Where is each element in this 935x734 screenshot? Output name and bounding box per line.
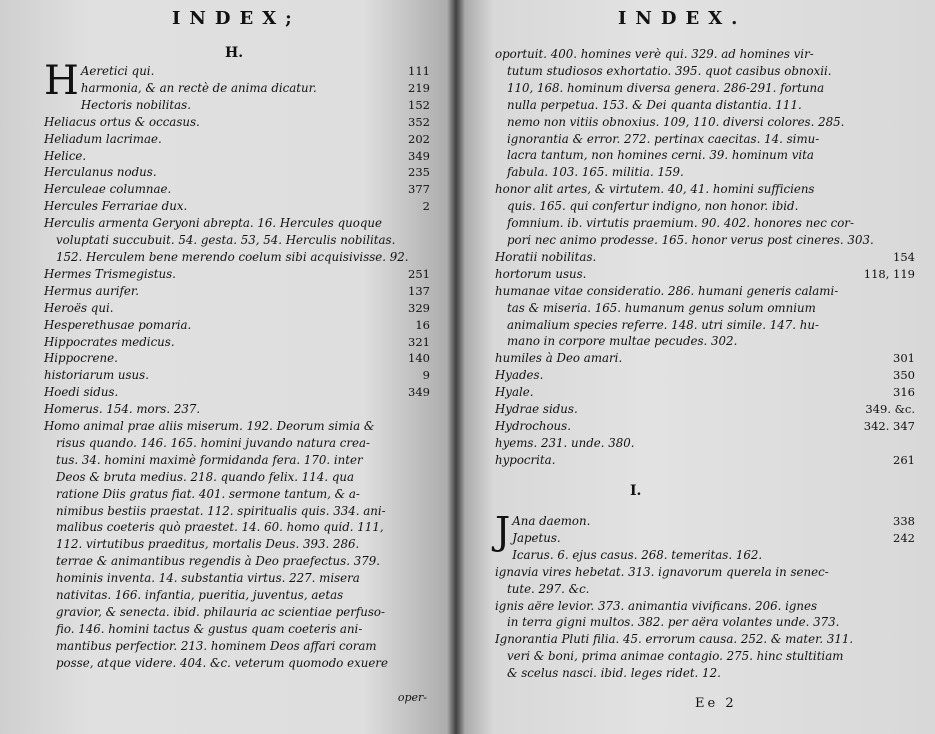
index-entry <box>44 215 430 232</box>
page-reference: 219 <box>408 80 430 95</box>
page-reference: 16 <box>415 317 430 332</box>
entry-text: quis. 165. qui confertur indigno, non honor. ibid. <box>507 199 799 214</box>
entry-text: tus. 34. homini maximè formidanda fera. 170. inter <box>56 452 363 467</box>
page-reference: 329 <box>408 300 430 315</box>
page-reference: 152 <box>408 97 430 112</box>
entry-text: nimibus bestiis praestat. 112. spiritualis quis. 334. ani- <box>56 503 386 518</box>
entry-text: Deos & bruta medius. 218. quando felix. 114. qua <box>56 469 354 484</box>
index-entry <box>495 46 915 63</box>
index-entry <box>44 114 430 131</box>
index-entry <box>495 232 915 249</box>
entry-text: nativitas. 166. infantia, pueritia, juventus, aetas <box>56 588 344 603</box>
index-entry <box>495 598 915 615</box>
entry-text: hypocrita. <box>495 452 556 467</box>
entry-text: Hyale. <box>495 385 534 400</box>
entry-text: tas & miseria. 165. humanum genus solum omnium <box>507 300 816 315</box>
entry-text: Herculanus nodus. <box>44 165 157 180</box>
index-entry <box>44 570 430 587</box>
entry-text: Homerus. 154. mors. 237. <box>44 402 201 417</box>
page-reference: 111 <box>408 64 430 78</box>
entry-text: Hydrochous. <box>495 418 571 433</box>
index-entry <box>495 215 915 232</box>
entry-text: Japetus. <box>512 530 561 545</box>
entry-text: Hectoris nobilitas. <box>80 97 191 112</box>
index-entry <box>495 80 915 97</box>
entry-text: Hippocrene. <box>44 351 118 366</box>
index-entry <box>495 665 915 682</box>
index-entry <box>495 164 915 181</box>
index-entry <box>495 350 915 367</box>
index-entry <box>495 614 915 631</box>
index-entry <box>44 317 430 334</box>
index-entry <box>495 198 915 215</box>
index-entry <box>495 547 915 564</box>
page-reference: 321 <box>408 334 430 349</box>
index-entry <box>495 63 915 80</box>
index-entry <box>495 249 915 266</box>
entry-text: Hermes Trismegistus. <box>44 266 176 281</box>
left-page <box>0 0 455 734</box>
entry-text: mano in corpore multae pecudes. 302. <box>507 334 738 349</box>
entry-text: Hippocrates medicus. <box>44 334 175 349</box>
index-entry <box>44 503 430 520</box>
index-entry <box>44 486 430 503</box>
page-reference: 9 <box>422 368 430 383</box>
index-entries-right-top <box>495 46 915 469</box>
index-entry <box>495 131 915 148</box>
index-entry <box>495 530 915 547</box>
entry-text: pori nec animo prodesse. 165. honor verus post cineres. 303. <box>507 232 874 247</box>
page-reference: 261 <box>893 452 915 467</box>
index-entry <box>495 317 915 334</box>
right-page <box>455 0 935 734</box>
entry-text: nemo non vitiis obnoxius. 109, 110. diversi colores. 285. <box>507 114 845 129</box>
right-page-header: INDEX. <box>618 8 747 29</box>
page-reference: 316 <box>893 385 915 400</box>
index-entries-right-bottom <box>495 509 915 682</box>
entry-text: Homo animal prae aliis miserum. 192. Deorum simia & <box>44 419 375 434</box>
index-entry <box>44 266 430 283</box>
entry-text: in terra gigni multos. 382. per aëra volantes unde. 373. <box>507 615 840 630</box>
index-entry <box>44 536 430 553</box>
entry-text: ratione Diis gratus fiat. 401. sermone tantum, & a- <box>56 486 360 501</box>
entry-text: harmonia, & an rectè de anima dicatur. <box>80 80 317 95</box>
index-entry <box>44 384 430 401</box>
section-heading-h: H. <box>225 45 244 61</box>
index-entry <box>44 80 430 97</box>
page-reference: 349 <box>408 148 430 163</box>
entry-text: mantibus perfectior. 213. hominem Deos affari coram <box>56 638 377 653</box>
entry-text: humiles à Deo amari. <box>495 351 623 366</box>
entry-text: honor alit artes, & virtutem. 40, 41. homini sufficiens <box>495 182 815 197</box>
drop-cap: J <box>495 509 511 553</box>
page-reference: 377 <box>408 182 430 197</box>
index-entry <box>44 401 430 418</box>
catchword: oper- <box>397 691 427 704</box>
entry-text: fomnium. ib. virtutis praemium. 90. 402. honores nec cor- <box>507 216 854 231</box>
entry-text: hortorum usus. <box>495 266 587 281</box>
index-entry <box>495 300 915 317</box>
entry-text: veri & boni, prima animae contagio. 275. hinc stultitiam <box>507 649 844 664</box>
entry-text: Ana daemon. <box>512 514 591 528</box>
page-reference: 140 <box>408 351 430 366</box>
index-entry <box>44 604 430 621</box>
index-entry <box>44 452 430 469</box>
index-entry <box>495 333 915 350</box>
index-entry <box>44 232 430 249</box>
entry-text: fabula. 103. 165. militia. 159. <box>507 165 684 180</box>
entry-text: fio. 146. homini tactus & gustus quam coeteris ani- <box>56 621 363 636</box>
entry-text: lacra tantum, non homines cerni. 39. hominum vita <box>507 148 814 163</box>
entry-text: historiarum usus. <box>44 368 149 383</box>
entry-text: Herculeae columnae. <box>44 182 172 197</box>
page-reference: 137 <box>408 283 430 298</box>
index-entry <box>44 587 430 604</box>
index-entry <box>495 581 915 598</box>
index-entry <box>495 367 915 384</box>
index-entry <box>495 631 915 648</box>
entry-text: hominis inventa. 14. substantia virtus. 227. misera <box>56 571 360 586</box>
entry-text: 110, 168. hominum diversa genera. 286-291. fortuna <box>507 80 825 95</box>
entry-text: humanae vitae consideratio. 286. humani generis calami- <box>495 283 839 298</box>
index-entry <box>44 181 430 198</box>
index-entry <box>44 300 430 317</box>
index-entry <box>495 564 915 581</box>
page-reference: 342. 347 <box>863 418 915 433</box>
index-entry <box>44 164 430 181</box>
index-entry <box>44 131 430 148</box>
index-entry <box>44 283 430 300</box>
entry-text: Heliadum lacrimae. <box>44 131 162 146</box>
entry-text: malibus coeteris quò praestet. 14. 60. homo quid. 111, <box>56 520 384 535</box>
entry-text: Helice. <box>44 148 87 163</box>
left-page-header: INDEX; <box>172 8 301 29</box>
index-entry <box>495 401 915 418</box>
index-entry <box>44 519 430 536</box>
index-entry <box>44 621 430 638</box>
page-reference: 242 <box>893 530 915 545</box>
index-entry <box>495 147 915 164</box>
entry-text: ignis aëre levior. 373. animantia vivificans. 206. ignes <box>495 598 818 613</box>
book-gutter <box>447 0 465 734</box>
entry-text: tute. 297. &c. <box>507 581 590 596</box>
index-entry <box>495 97 915 114</box>
page-reference: 235 <box>408 165 430 180</box>
entry-text: hyems. 231. unde. 380. <box>495 435 635 450</box>
entry-text: posse, atque videre. 404. &c. veterum quomodo exuere <box>56 655 388 670</box>
index-entry <box>495 266 915 283</box>
entry-text: Hoedi sidus. <box>44 385 119 400</box>
page-reference: 349. &c. <box>865 402 915 417</box>
signature-mark: Ee 2 <box>695 696 737 711</box>
section-heading-i: I. <box>630 483 642 499</box>
index-entry <box>44 638 430 655</box>
entry-text: risus quando. 146. 165. homini juvando natura crea- <box>56 435 370 450</box>
index-entry <box>44 469 430 486</box>
index-entry <box>495 418 915 435</box>
index-entry <box>44 655 430 672</box>
page-reference: 338 <box>893 514 915 528</box>
page-reference: 301 <box>893 351 915 366</box>
entry-text: Hercules Ferrariae dux. <box>44 199 188 214</box>
index-entry <box>44 350 430 367</box>
page-reference: 350 <box>893 368 915 383</box>
index-entry <box>44 418 430 435</box>
entry-text: Horatii nobilitas. <box>495 249 597 264</box>
entry-text: Heroës qui. <box>44 300 114 315</box>
index-entry <box>495 384 915 401</box>
index-entry <box>44 198 430 215</box>
entry-text: 152. Herculem bene merendo coelum sibi acquisivisse. 92. <box>56 249 409 264</box>
index-entry <box>495 283 915 300</box>
index-entry <box>44 148 430 165</box>
index-entries-left <box>44 58 430 672</box>
index-entry <box>495 435 915 452</box>
entry-text: gravior, & senecta. ibid. philauria ac scientiae perfuso- <box>56 605 385 619</box>
drop-cap: H <box>44 58 79 104</box>
entry-text: Herculis armenta Geryoni abrepta. 16. Hercules quoque <box>44 216 382 231</box>
entry-text: oportuit. 400. homines verè qui. 329. ad homines vir- <box>495 47 814 61</box>
entry-text: Hydrae sidus. <box>495 402 578 417</box>
entry-text: Aeretici qui. <box>80 64 155 78</box>
entry-text: terrae & animantibus regendis à Deo praefectus. 379. <box>56 554 380 569</box>
page-reference: 202 <box>408 131 430 146</box>
entry-text: 112. virtutibus praeditus, mortalis Deus. 393. 286. <box>56 537 360 552</box>
index-entry <box>44 553 430 570</box>
entry-text: animalium species referre. 148. utri simile. 147. hu- <box>507 317 819 332</box>
index-entry <box>44 249 430 266</box>
page-reference: 349 <box>408 385 430 400</box>
entry-text: ignavia vires hebetat. 313. ignavorum querela in senec- <box>495 564 829 579</box>
index-entry <box>44 97 430 114</box>
index-entry <box>495 452 915 469</box>
entry-text: Ignorantia Pluti filia. 45. errorum causa. 252. & mater. 311. <box>495 632 854 647</box>
entry-text: Icarus. 6. ejus casus. 268. temeritas. 162. <box>512 547 763 562</box>
entry-text: Hesperethusae pomaria. <box>44 317 192 332</box>
page-reference: 154 <box>893 249 915 264</box>
entry-text: Hyades. <box>495 368 544 383</box>
page-reference: 352 <box>408 114 430 129</box>
entry-text: nulla perpetua. 153. & Dei quanta distantia. 111. <box>507 97 802 112</box>
index-entry <box>44 334 430 351</box>
entry-text: tutum studiosos exhortatio. 395. quot casibus obnoxii. <box>507 63 832 78</box>
index-entry <box>44 367 430 384</box>
index-entry <box>44 435 430 452</box>
page-reference: 118, 119 <box>863 266 915 281</box>
entry-text: Hermus aurifer. <box>44 283 139 298</box>
page-reference: 251 <box>408 266 430 281</box>
entry-text: & scelus nasci. ibid. leges ridet. 12. <box>507 666 721 681</box>
index-entry <box>495 648 915 665</box>
entry-text: ignorantia & error. 272. pertinax caecitas. 14. simu- <box>507 131 820 146</box>
entry-text: Heliacus ortus & occasus. <box>44 114 200 129</box>
index-entry <box>495 114 915 131</box>
entry-text: voluptati succubuit. 54. gesta. 53, 54. Herculis nobilitas. <box>56 233 396 248</box>
page-reference: 2 <box>422 199 430 214</box>
index-entry <box>495 181 915 198</box>
